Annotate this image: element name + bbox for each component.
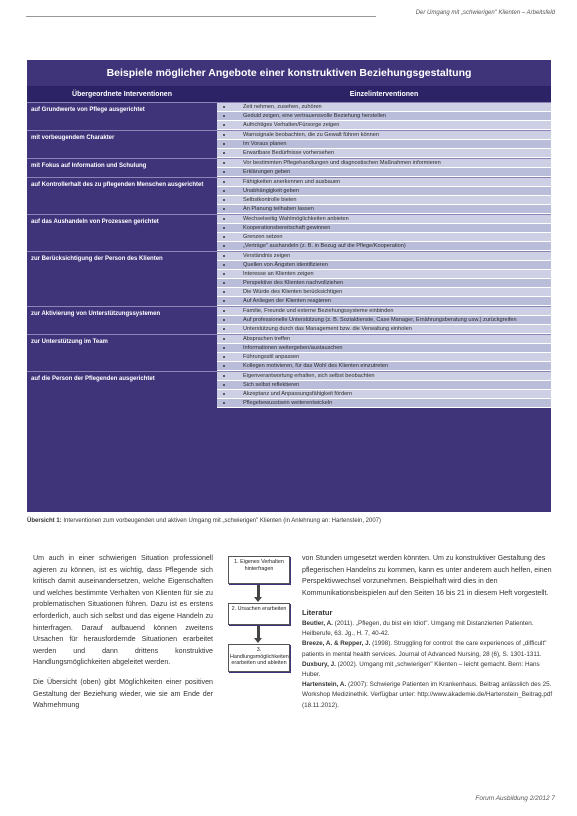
- row-label: auf die Person der Pflegenden ausgerichtet: [27, 372, 217, 408]
- list-item: [217, 215, 551, 224]
- bullet-icon: [223, 106, 225, 108]
- list-item: [217, 325, 551, 334]
- table-title: Beispiele möglicher Angebote einer konstruktiven Beziehungsgestaltung: [106, 67, 472, 79]
- list-item: [217, 242, 551, 251]
- item-text: Warnsignale beobachten, die zu Gewalt führen können: [243, 132, 379, 138]
- diagram-box-1: 1. Eigenes Verhalten hinterfragen: [228, 556, 290, 584]
- list-item: [217, 196, 551, 205]
- reference-author: Beutler, A.: [302, 619, 333, 627]
- diagram-box-2: 2. Ursachen erarbeiten: [228, 603, 290, 625]
- bullet-icon: [223, 319, 225, 321]
- bullet-icon: [223, 310, 225, 312]
- bullet-icon: [223, 236, 225, 238]
- reference-author: Hartenstein, A.: [302, 681, 347, 689]
- row-items: [217, 159, 551, 177]
- item-text: Die Würde des Klienten berücksichtigen: [243, 289, 343, 295]
- literature-heading: Literatur: [302, 608, 333, 618]
- item-text: Eigenverantwortung erhalten, sich selbst beobachten: [243, 373, 375, 379]
- reference-list: [302, 619, 554, 711]
- bullet-icon: [223, 356, 225, 358]
- bullet-icon: [223, 384, 225, 386]
- bullet-icon: [223, 143, 225, 145]
- item-text: Kollegen motivieren, für das Wohl des Klienten einzutreten: [243, 363, 389, 369]
- body-paragraph: Um auch in einer schwierigen Situation professionell agieren zu können, ist es wichtig, dass Pflegende sich kritisch damit auseinandersetzen, welche Eigenschaften und welches bestimmte Verhalten von Klienten für sie zu problematischen Situationen führen. Dazu ist es erstens erforderlich, auch sich selbst und das eigene Handeln zu hinterfragen. Darauf aufbauend können zweitens Ursachen für herausfordernde Situationen erarbeitet werden und dann drittens konstruktive Handlungsmöglichkeiten abgeleitet werden.: [33, 554, 213, 667]
- item-text: An Planung teilhaben lassen: [243, 206, 314, 212]
- row-items: [217, 372, 551, 408]
- bullet-icon: [223, 152, 225, 154]
- item-text: Aufrichtiges Verhalten/Fürsorge zeigen: [243, 122, 340, 128]
- reference-text: (2007): Schwierige Patienten im Krankenhaus. Beitrag anlässlich des 25. Workshop Medizinethik. Verfügbar unter: http://www.akademie.de/Hartenstein_Beitrag.pdf (18.11.2012).: [302, 681, 553, 709]
- item-text: Akzeptanz und Anpassungsfähigkeit fördern: [243, 391, 353, 397]
- item-text: Fähigkeiten anerkennen und ausbauen: [243, 179, 341, 185]
- bullet-icon: [223, 375, 225, 377]
- diagram-box-3: 3. Handlungsmöglichkeiten erarbeiten und ableiten: [228, 644, 290, 672]
- item-text: Quellen von Ängsten identifizieren: [243, 262, 328, 268]
- interventions-table: [27, 60, 551, 512]
- reference-item: [302, 660, 554, 680]
- item-text: Grenzen setzen: [243, 234, 283, 240]
- list-item: [217, 288, 551, 297]
- running-header: Der Umgang mit „schwierigen" Klienten – Arbeitsfeld: [415, 10, 555, 16]
- item-text: Erwartbare Bedürfnisse vorhersehen: [243, 150, 335, 156]
- list-item: [217, 159, 551, 168]
- page-footer: Forum Ausbildung 2/2012 7: [475, 795, 555, 802]
- bullet-icon: [223, 347, 225, 349]
- list-item: [217, 112, 551, 121]
- row-label: zur Aktivierung von Unterstützungssystemen: [27, 307, 217, 334]
- header-rule: [26, 16, 376, 17]
- bullet-icon: [223, 338, 225, 340]
- table-body: [27, 102, 551, 408]
- list-item: [217, 233, 551, 242]
- bullet-icon: [223, 264, 225, 266]
- table-row: [27, 214, 551, 251]
- row-label: auf Kontrollerhalt des zu pflegenden Menschen ausgerichtet: [27, 178, 217, 214]
- row-label: zur Berücksichtigung der Person des Klienten: [27, 252, 217, 306]
- item-text: Kooperationsbereitschaft gewinnen: [243, 225, 331, 231]
- row-label: auf das Aushandeln von Prozessen gerichtet: [27, 215, 217, 251]
- body-paragraph: von Stunden umgesetzt werden könnten. Um zu konstruktiver Gestaltung des pflegerischen Handelns zu kommen, kann es unter anderem auch helfen, einen Perspektivwechsel vorzunehmen. Beispielhaft wird dies in den Kommunikationsbeispielen auf den Seiten 16 bis 21 in diesem Heft vorgestellt.: [302, 554, 552, 597]
- reference-text: (2011). „Pflegen, du bist ein Idiot". Umgang mit Distanzierten Patienten. Heilberufe, 63. Jg., H. 7, 40-42.: [302, 619, 534, 638]
- item-text: Informationen weitergeben/austauschen: [243, 345, 343, 351]
- list-item: [217, 187, 551, 196]
- bullet-icon: [223, 255, 225, 257]
- row-items: [217, 215, 551, 251]
- bullet-icon: [223, 402, 225, 404]
- header-right: Einzelinterventionen: [349, 90, 419, 98]
- bullet-icon: [223, 171, 225, 173]
- list-item: [217, 297, 551, 306]
- item-text: Selbstkontrolle bieten: [243, 197, 297, 203]
- table-row: [27, 251, 551, 306]
- body-column-left: [33, 553, 213, 720]
- list-item: [217, 252, 551, 261]
- reference-author: Duxbury, J.: [302, 660, 336, 668]
- list-item: [217, 121, 551, 130]
- list-item: [217, 178, 551, 187]
- bullet-icon: [223, 115, 225, 117]
- bullet-icon: [223, 273, 225, 275]
- item-text: Perspektive des Klienten nachvollziehen: [243, 280, 344, 286]
- table-row: [27, 158, 551, 177]
- row-items: [217, 335, 551, 371]
- list-item: [217, 261, 551, 270]
- process-diagram: [224, 556, 294, 696]
- item-text: „Verträge" aushandeln (z. B. in Bezug auf die Pflege/Kooperation): [243, 243, 406, 249]
- list-item: [217, 316, 551, 325]
- list-item: [217, 205, 551, 214]
- table-row: [27, 177, 551, 214]
- item-text: Vor bestimmten Pflegehandlungen und diagnostischen Maßnahmen informieren: [243, 160, 441, 166]
- list-item: [217, 103, 551, 112]
- list-item: [217, 390, 551, 399]
- list-item: [217, 335, 551, 344]
- row-items: [217, 131, 551, 158]
- item-text: Auf Anliegen der Klienten reagieren: [243, 298, 332, 304]
- row-label: mit Fokus auf Information und Schulung: [27, 159, 217, 177]
- bullet-icon: [223, 365, 225, 367]
- table-row: [27, 130, 551, 158]
- item-text: Im Voraus planen: [243, 141, 287, 147]
- list-item: [217, 168, 551, 177]
- item-text: Erklärungen geben: [243, 169, 291, 175]
- reference-text: (2002). Umgang mit „schwierigen" Klienten – leicht gemacht. Bern: Hans Huber.: [302, 660, 540, 678]
- list-item: [217, 131, 551, 140]
- bullet-icon: [223, 218, 225, 220]
- row-items: [217, 307, 551, 334]
- item-text: Geduld zeigen, eine vertrauensvolle Beziehung herstellen: [243, 113, 387, 119]
- bullet-icon: [223, 208, 225, 210]
- item-text: Führungsstil anpassen: [243, 354, 300, 360]
- reference-author: Breeze, A. & Repper, J.: [302, 640, 371, 648]
- bullet-icon: [223, 291, 225, 293]
- item-text: Interesse an Klienten zeigen: [243, 271, 314, 277]
- reference-item: [302, 680, 554, 711]
- bullet-icon: [223, 300, 225, 302]
- reference-text: (1998). Struggling for control: the care experiences of „difficult" patients in mental health services. Journal of Advanced Nursing, 28 (6), S. 1301-1311.: [302, 640, 547, 658]
- table-row: [27, 371, 551, 408]
- bullet-icon: [223, 124, 225, 126]
- item-text: Absprachen treffen: [243, 336, 291, 342]
- list-item: [217, 224, 551, 233]
- table-row: [27, 306, 551, 334]
- table-row: [27, 102, 551, 130]
- item-text: Verständnis zeigen: [243, 253, 291, 259]
- bullet-icon: [223, 227, 225, 229]
- bullet-icon: [223, 393, 225, 395]
- item-text: Auf professionelle Unterstützung (z. B. Sozialdienste, Case Manager, Ernährungsberatung usw.) zurückgreifen: [243, 317, 517, 323]
- reference-item: [302, 619, 554, 639]
- list-item: [217, 399, 551, 408]
- item-text: Sich selbst reflektieren: [243, 382, 300, 388]
- list-item: [217, 344, 551, 353]
- item-text: Pflegebewusstsein weiterentwickeln: [243, 400, 333, 406]
- bullet-icon: [223, 181, 225, 183]
- list-item: [217, 362, 551, 371]
- list-item: [217, 140, 551, 149]
- body-column-right: [302, 553, 554, 711]
- row-label: auf Grundwerte von Pflege ausgerichtet: [27, 103, 217, 130]
- bullet-icon: [223, 245, 225, 247]
- item-text: Unterstützung durch das Management bzw. die Verwaltung einholen: [243, 326, 412, 332]
- caption-text: Interventionen zum vorbeugenden und aktiven Umgang mit „schwierigen" Klienten (in Anlehnung an: Hartenstein, 2007): [61, 518, 382, 524]
- list-item: [217, 307, 551, 316]
- list-item: [217, 381, 551, 390]
- reference-item: [302, 639, 554, 659]
- bullet-icon: [223, 282, 225, 284]
- header-left: Übergeordnete Interventionen: [72, 90, 172, 98]
- item-text: Zeit nehmen, zusehen, zuhören: [243, 104, 322, 110]
- bullet-icon: [223, 199, 225, 201]
- bullet-icon: [223, 162, 225, 164]
- item-text: Wechselseitig Wahlmöglichkeiten anbieten: [243, 216, 349, 222]
- table-header-row: [27, 86, 551, 102]
- row-items: [217, 252, 551, 306]
- row-label: mit vorbeugendem Charakter: [27, 131, 217, 158]
- row-items: [217, 178, 551, 214]
- arrow-down-icon: [257, 585, 260, 598]
- caption-lead: Übersicht 1:: [27, 518, 62, 524]
- bullet-icon: [223, 190, 225, 192]
- list-item: [217, 353, 551, 362]
- row-label: zur Unterstützung im Team: [27, 335, 217, 371]
- bullet-icon: [223, 328, 225, 330]
- body-paragraph: Die Übersicht (oben) gibt Möglichkeiten einer positiven Gestaltung der Beziehung wieder, wie sie am Ende der Wahrnehmung: [33, 677, 213, 710]
- list-item: [217, 149, 551, 158]
- item-text: Familie, Freunde und externe Beziehungssysteme einbinden: [243, 308, 394, 314]
- table-caption: [27, 518, 557, 524]
- list-item: [217, 270, 551, 279]
- list-item: [217, 372, 551, 381]
- list-item: [217, 279, 551, 288]
- table-row: [27, 334, 551, 371]
- row-items: [217, 103, 551, 130]
- item-text: Unabhängigkeit geben: [243, 188, 299, 194]
- bullet-icon: [223, 134, 225, 136]
- arrow-down-icon: [257, 626, 260, 639]
